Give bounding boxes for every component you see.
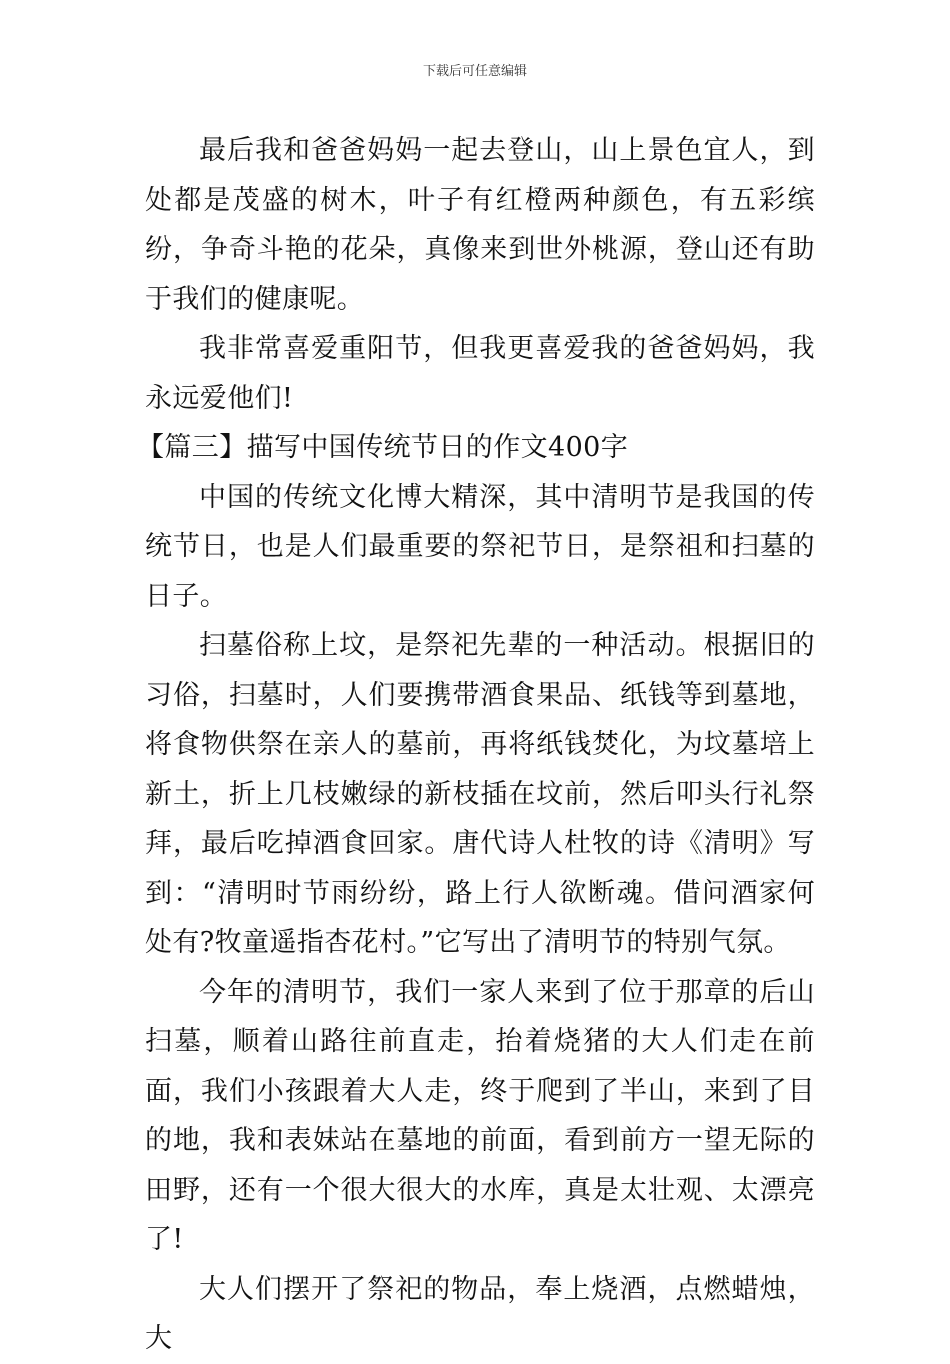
paragraph-climbing: 最后我和爸爸妈妈一起去登山，山上景色宜人，到处都是茂盛的树木，叶子有红橙两种颜色，有五彩缤纷，争奇斗艳的花朵，真像来到世外桃源，登山还有助于我们的健康呢。 [145, 135, 815, 315]
paragraph-tomb-sweeping: 扫墓俗称上坟，是祭祀先辈的一种活动。根据旧的习俗，扫墓时，人们要携带酒食果品、纸钱等到墓地，将食物供祭在亲人的墓前，再将纸钱焚化，为坟墓培上新土，折上几枝嫩绿的新枝插在坟前，然后叩头行礼祭拜，最后吃掉酒食回家。唐代诗人杜牧的诗《清明》写到：“清明时节雨纷纷，路上行人欲断魂。借问酒家何处有?牧童遥指杏花村。”它写出了清明节的特别气氛。 [145, 630, 815, 958]
section-heading: 【篇三】描写中国传统节日的作文400字 [137, 432, 629, 463]
page-header-note: 下载后可任意编辑 [422, 64, 527, 79]
paragraph-this-year: 今年的清明节，我们一家人来到了位于那章的后山扫墓，顺着山路往前直走，抬着烧猪的大人们走在前面，我们小孩跟着大人走，终于爬到了半山，来到了目的地，我和表妹站在墓地的前面，看到前方一望无际的田野，还有一个很大很大的水库，真是太壮观、太漂亮了! [145, 976, 815, 1255]
document-body [137, 126, 815, 1364]
paragraph-offerings: 大人们摆开了祭祀的物品，奉上烧酒，点燃蜡烛，大 [145, 1273, 815, 1354]
paragraph-qingming-intro: 中国的传统文化博大精深，其中清明节是我国的传统节日，也是人们最重要的祭祀节日，是祭祖和扫墓的日子。 [145, 481, 815, 612]
paragraph-love-parents: 我非常喜爱重阳节，但我更喜爱我的爸爸妈妈，我永远爱他们! [145, 333, 815, 414]
